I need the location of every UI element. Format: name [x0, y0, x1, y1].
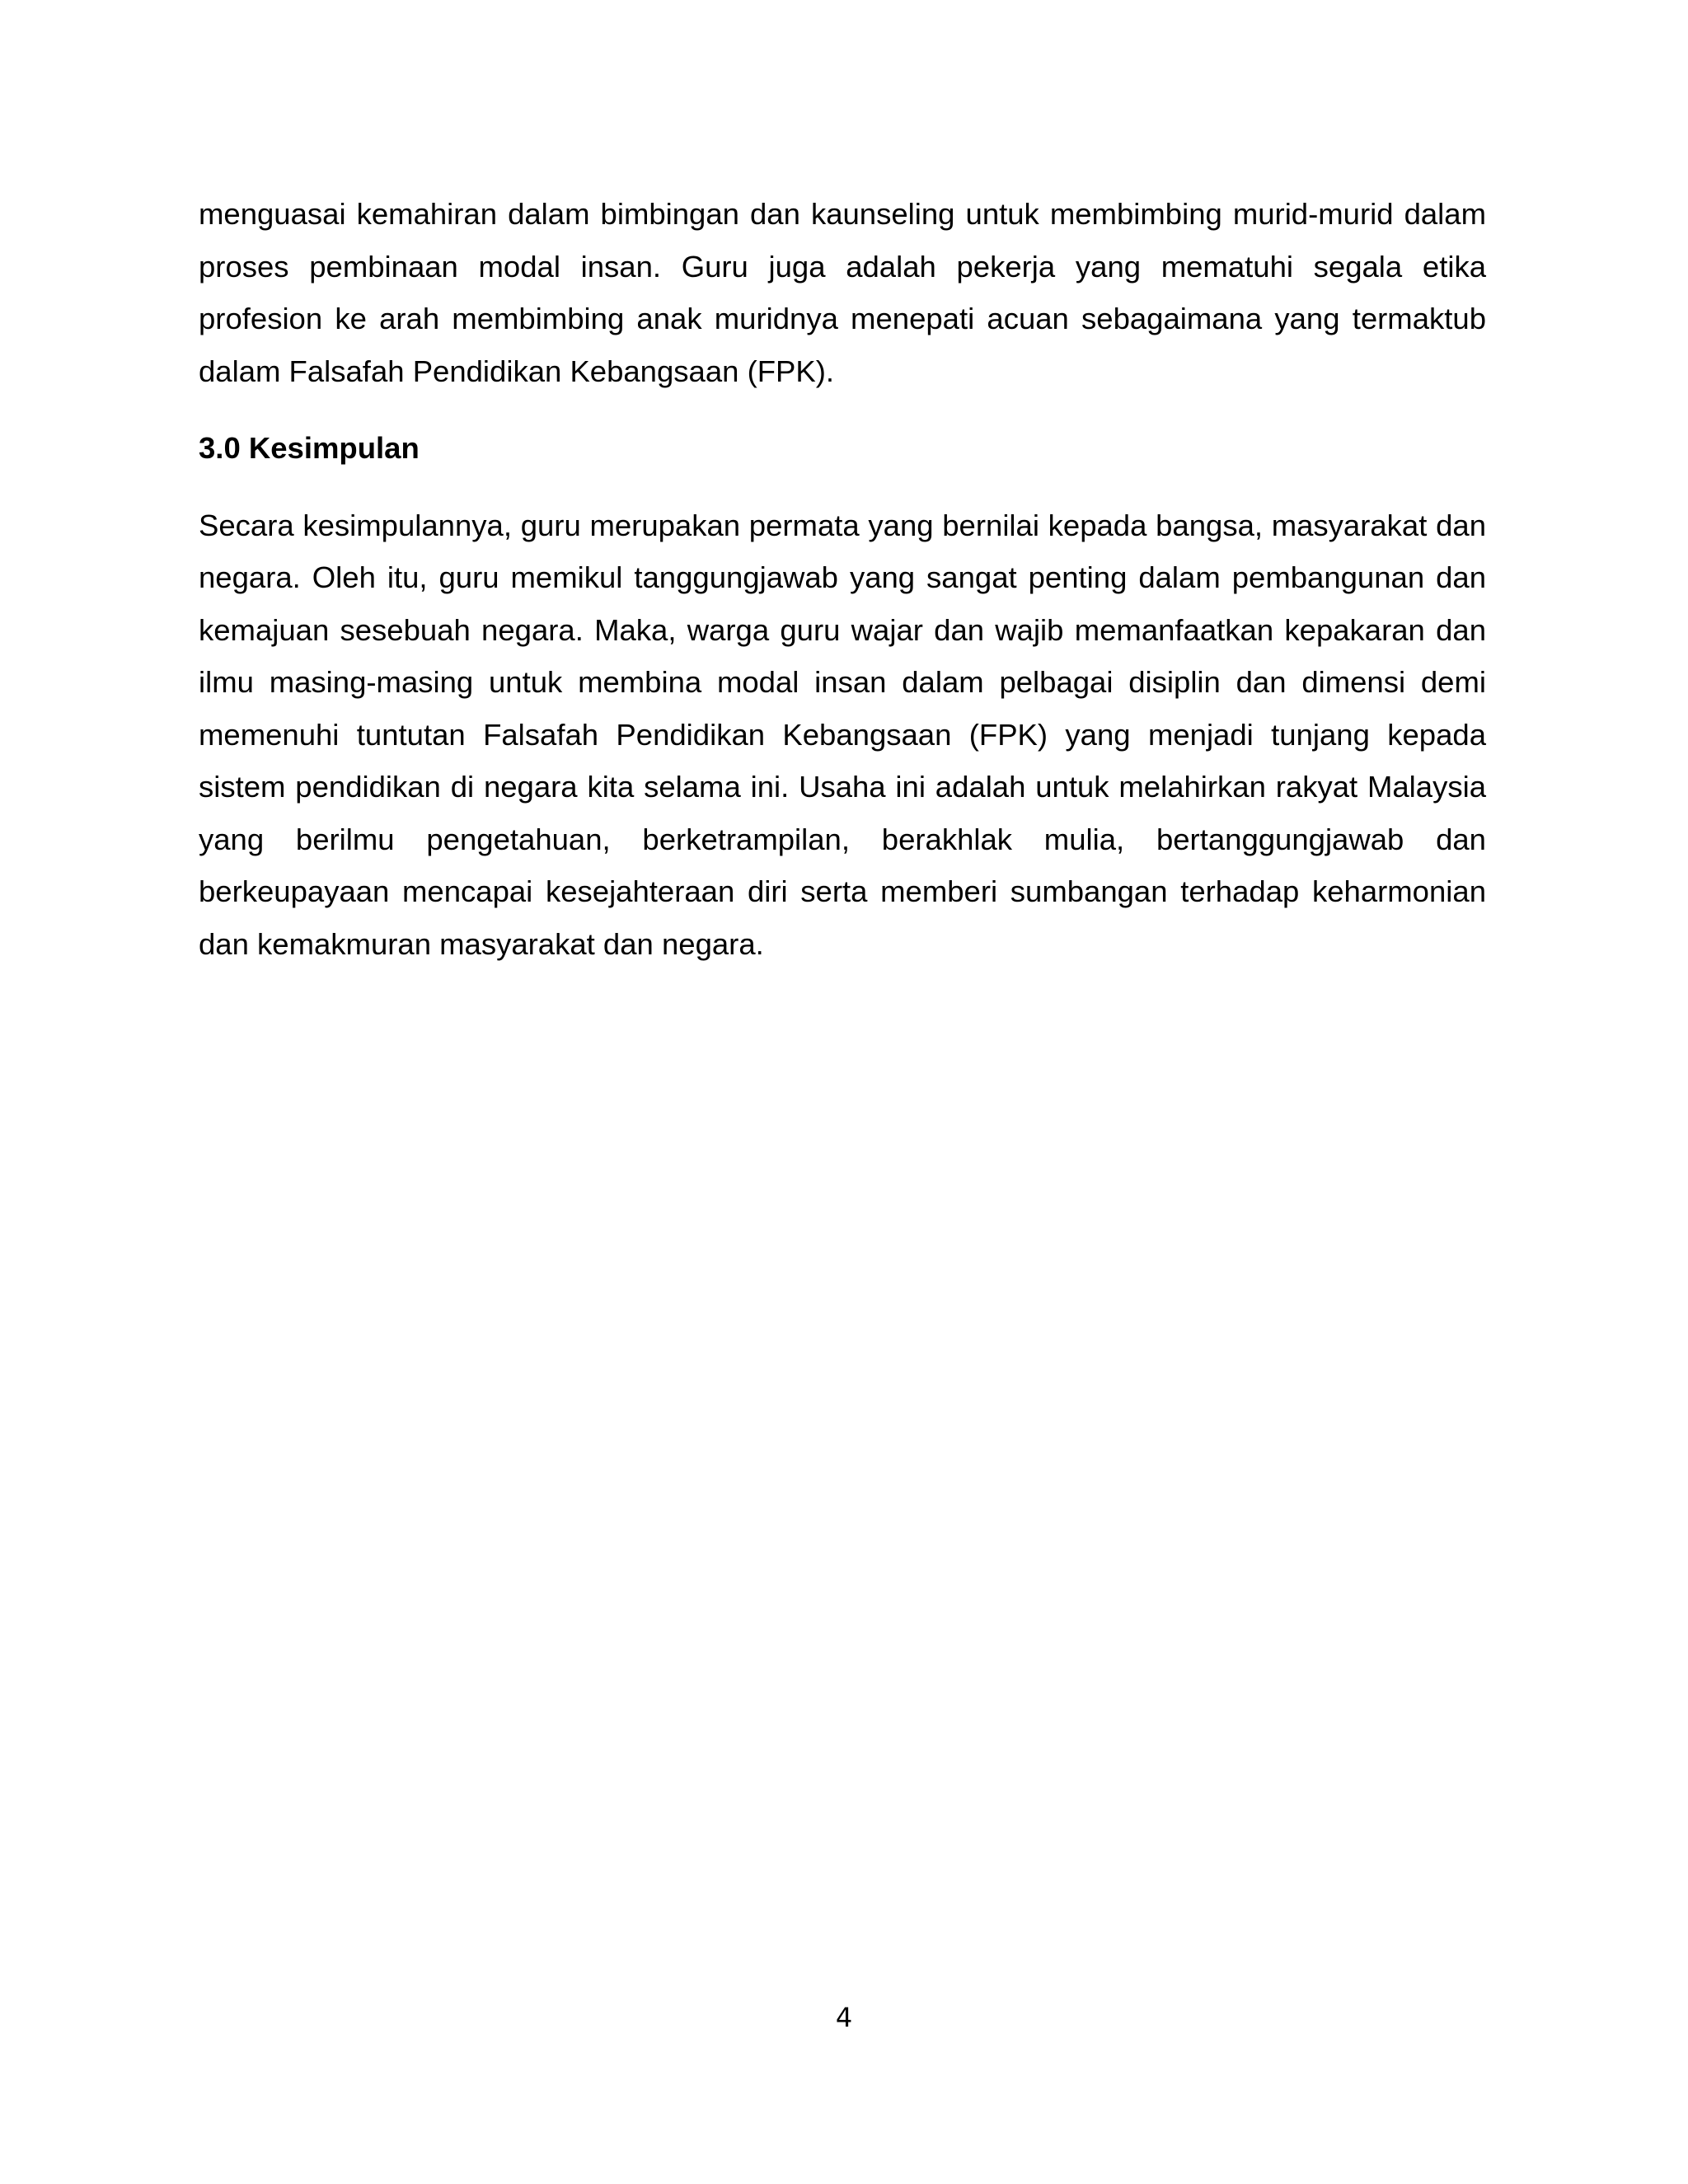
page-body	[199, 188, 1486, 970]
section-heading-kesimpulan: 3.0 Kesimpulan	[199, 431, 420, 465]
page-number: 4	[835, 2002, 853, 2033]
paragraph-continuation: menguasai kemahiran dalam bimbingan dan kaunseling untuk membimbing murid-murid dalam proses pembinaan modal insan. Guru juga adalah pekerja yang mematuhi segala etika profesion ke arah membimbing anak muridnya menepati acuan sebagaimana yang termaktub dalam Falsafah Pendidikan Kebangsaan (FPK).	[199, 197, 1486, 388]
paragraph-conclusion: Secara kesimpulannya, guru merupakan permata yang bernilai kepada bangsa, masyarakat dan negara. Oleh itu, guru memikul tanggungjawab yang sangat penting dalam pembangunan dan kemajuan sesebuah negara. Maka, warga guru wajar dan wajib memanfaatkan kepakaran dan ilmu masing-masing untuk membina modal insan dalam pelbagai disiplin dan dimensi demi memenuhi tuntutan Falsafah Pendidikan Kebangsaan (FPK) yang menjadi tunjang kepada sistem pendidikan di negara kita selama ini. Usaha ini adalah untuk melahirkan rakyat Malaysia yang berilmu pengetahuan, berketrampilan, berakhlak mulia, bertanggungjawab dan berkeupayaan mencapai kesejahteraan diri serta memberi sumbangan terhadap keharmonian dan kemakmuran masyarakat dan negara.	[199, 508, 1486, 961]
